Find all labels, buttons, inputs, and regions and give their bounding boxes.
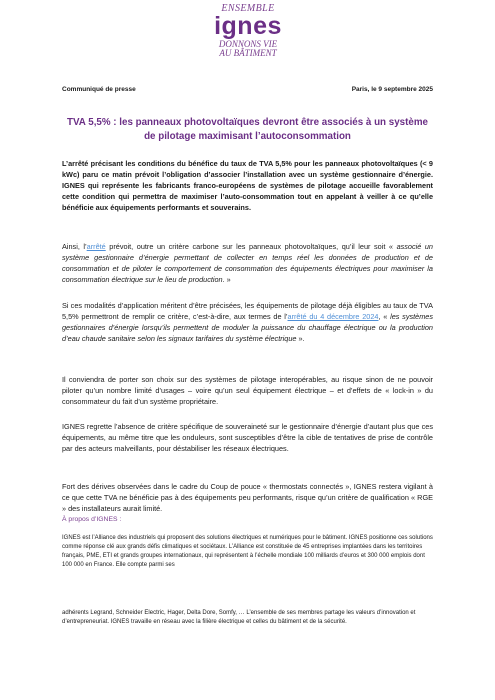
about-text-1: IGNES est l’Alliance des industriels qui proposent des solutions électriques et numériques pour le bâtiment. IGNES positionne ces solutions comme réponse clé aux grands défis climatiques et sociétaux. L’Alliance est constituée de 45 entreprises implantées dans les territoires français, PME, ETI et grands groupes internationaux, qui représentent à l’échelle mondiale 100 milliards d’euros et 300 000 emplois dont 100 000 en France. Elle compte parmi ses: [62, 535, 433, 568]
about-heading: À propos d’IGNES :: [62, 516, 122, 523]
lead-paragraph: L’arrêté précisant les conditions du bénéfice du taux de TVA 5,5% pour les panneaux photovoltaïques (< 9 kWc) paru ce matin prévoit l’obligation d’associer l’installation avec un système gestionnaire d’énergie. IGNES qui représente les fabricants franco-européens de systèmes de pilotage accueille favorablement cette condition qui permettra de maximiser l’auto-consommation tout en appelant à veiller à ce qu’elle bénéficie aux équipements performants et souverains.: [62, 159, 433, 213]
logo-wordmark: ignes: [214, 12, 282, 40]
dateline: Paris, le 9 septembre 2025: [351, 86, 433, 93]
text-segment: prévoit, outre un critère carbone sur les panneaux photovoltaïques, qu’il leur soit «: [105, 242, 397, 251]
logo-line-3: DONNONS VIE: [218, 39, 278, 49]
paragraph-modalites: [62, 300, 433, 344]
logo-line-4: AU BÂTIMENT: [219, 48, 277, 58]
logo-line-1: ENSEMBLE: [221, 3, 275, 14]
text-segment: . »: [222, 275, 231, 285]
text-segment: Si ces modalités d’application méritent d’être précisées, les équipements de pilotage déjà éligibles au taux de TVA 5,5% permettront de remplir ce critère, c’est-à-dire, aux termes de l’: [62, 301, 433, 322]
press-release-label: Communiqué de presse: [62, 86, 136, 93]
document-title: TVA 5,5% : les panneaux photovoltaïques devront être associés à un système de pilotage maximisant l’autoconsommation: [67, 117, 428, 142]
paragraph-souverainete: IGNES regrette l’absence de critère spécifique de souveraineté sur le gestionnaire d’énergie d’autant plus que ces équipements, au même titre que les onduleurs, sont susceptibles d’être la cible de tentatives de prise de contrôle par des acteurs malveillants, pour déstabiliser les réseaux électriques.: [62, 422, 433, 454]
text-segment: , «: [378, 312, 391, 322]
about-text-2: adhérents Legrand, Schneider Electric, Hager, Delta Dore, Somfy, … L’ensemble de ses membres partage les valeurs d’innovation et d’entrepreneuriat. IGNES travaille en réseau avec la filière électrique et celles du bâtiment et de la sécurité.: [62, 610, 416, 625]
ignes-logo: [200, 4, 296, 58]
paragraph-vigilance: Fort des dérives observées dans le cadre du Coup de pouce « thermostats connectés », IGNES restera vigilant à ce que cette TVA ne bénéficie pas à des équipements peu performants, risque qu’un critère de qualification « RGE » des installateurs aurait limité.: [62, 482, 433, 514]
quote-text: les systèmes gestionnaires d’énergie lorsqu’ils permettent de moduler la puissance du chauffage électrique ou la production d’eau chaude sanitaire selon les signaux tarifaires du système électrique: [62, 312, 433, 344]
text-segment: Ainsi, l’: [62, 242, 87, 251]
paragraph-arrete: [62, 241, 433, 285]
quote-text: associé un système gestionnaire d’énergie permettant de collecter en temps réel les données de production et de consommation et de piloter le comportement de consommation des équipements électriques pour maximiser la consommation électrique sur le lieu de production: [62, 242, 433, 285]
arrete-2024-link[interactable]: arrêté du 4 décembre 2024: [287, 312, 379, 322]
arrete-link[interactable]: arrêté: [86, 242, 106, 251]
text-segment: ».: [296, 334, 305, 344]
paragraph-interoperabilite: Il conviendra de porter son choix sur des systèmes de pilotage interopérables, au risque sinon de ne pouvoir piloter qu’un nombre limité d’usages – voire qu’un seul équipement électrique – et d’effets de « lock-in » du consommateur du fait d’un système propriétaire.: [62, 375, 433, 407]
